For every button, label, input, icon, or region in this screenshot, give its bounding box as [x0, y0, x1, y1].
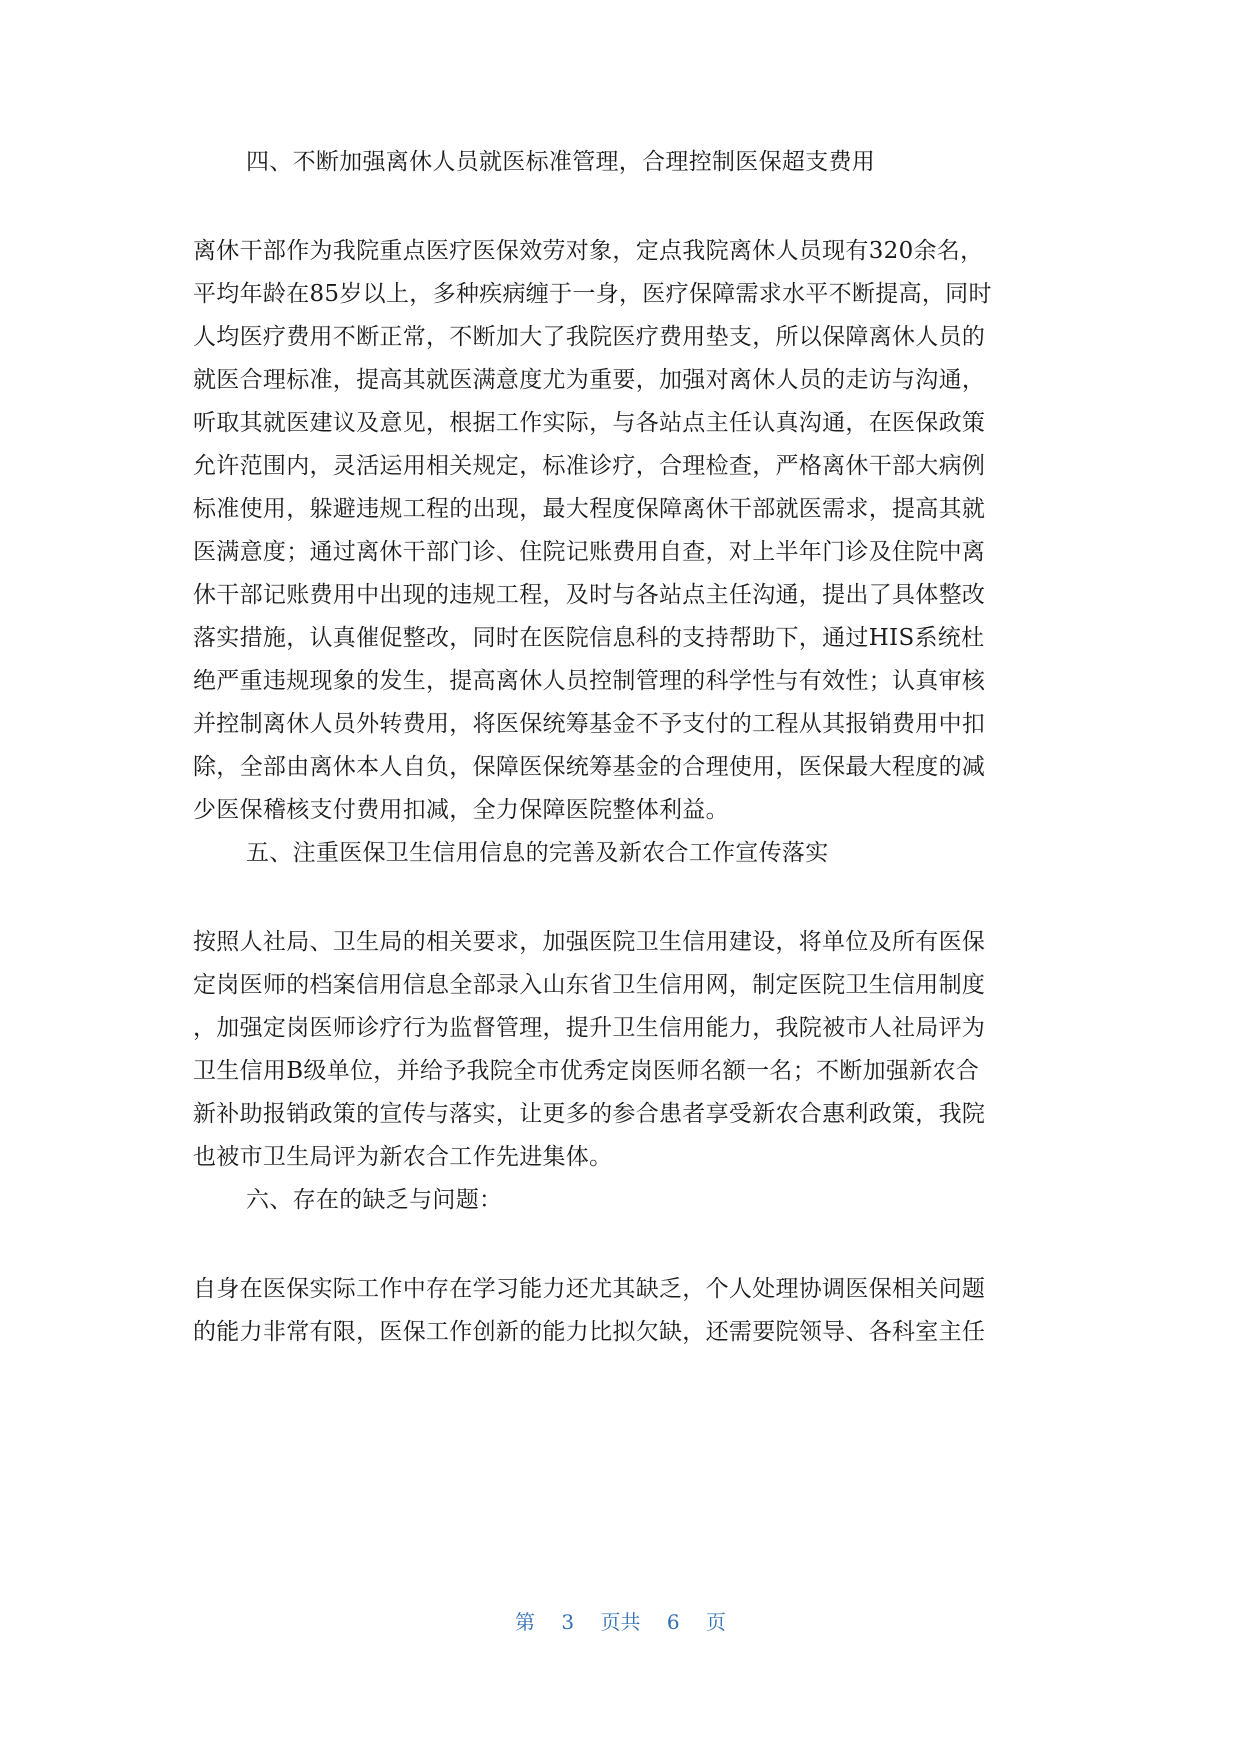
page-number [0, 1609, 1241, 1635]
paragraph-line: 平均年龄在85岁以上，多种疾病缠于一身，医疗保障需求水平不断提高，同时 [193, 281, 992, 307]
page-label-ye-gong: 页共 [600, 1610, 641, 1634]
paragraph-line: 绝严重违规现象的发生，提高离休人员控制管理的科学性与有效性；认真审核 [193, 668, 986, 694]
paragraph-line: 卫生信用B级单位，并给予我院全市优秀定岗医师名额一名；不断加强新农合 [193, 1058, 980, 1084]
paragraph-line: 的能力非常有限，医保工作创新的能力比拟欠缺，还需要院领导、各科室主任 [193, 1319, 986, 1345]
paragraph-line: 标准使用，躲避违规工程的出现，最大程度保障离休干部就医需求，提高其就 [193, 496, 986, 522]
paragraph-line: 落实措施，认真催促整改，同时在医院信息科的支持帮助下，通过HIS系统杜 [193, 625, 985, 651]
section-heading: 六、存在的缺乏与问题： [246, 1187, 503, 1213]
paragraph-line: 自身在医保实际工作中存在学习能力还尤其缺乏，个人处理协调医保相关问题 [193, 1276, 986, 1302]
paragraph-line: 允许范围内，灵活运用相关规定，标准诊疗，合理检查，严格离休干部大病例 [193, 453, 986, 479]
paragraph-line: 定岗医师的档案信用信息全部录入山东省卫生信用网，制定医院卫生信用制度 [193, 972, 986, 998]
paragraph-line: 按照人社局、卫生局的相关要求，加强医院卫生信用建设，将单位及所有医保 [193, 929, 986, 955]
total-pages: 6 [666, 1610, 680, 1634]
page-label-ye: 页 [705, 1610, 726, 1634]
paragraph-line: ，加强定岗医师诊疗行为监督管理，提升卫生信用能力，我院被市人社局评为 [193, 1015, 986, 1041]
paragraph-line: 除，全部由离休本人自负，保障医保统筹基金的合理使用，医保最大程度的减 [193, 754, 986, 780]
paragraph-line: 少医保稽核支付费用扣减，全力保障医院整体利益。 [193, 797, 729, 823]
current-page: 3 [561, 1610, 575, 1634]
paragraph-line: 就医合理标准，提高其就医满意度尤为重要，加强对离休人员的走访与沟通， [193, 367, 986, 393]
paragraph-line: 离休干部作为我院重点医疗医保效劳对象，定点我院离休人员现有320余名， [193, 238, 984, 264]
paragraph-line: 听取其就医建议及意见，根据工作实际，与各站点主任认真沟通，在医保政策 [193, 410, 986, 436]
paragraph-line: 人均医疗费用不断正常，不断加大了我院医疗费用垫支，所以保障离休人员的 [193, 324, 986, 350]
section-heading: 四、不断加强离休人员就医标准管理，合理控制医保超支费用 [246, 149, 876, 175]
paragraph-line: 也被市卫生局评为新农合工作先进集体。 [193, 1144, 613, 1170]
paragraph-line: 并控制离休人员外转费用，将医保统筹基金不予支付的工程从其报销费用中扣 [193, 711, 986, 737]
paragraph-line: 休干部记账费用中出现的违规工程，及时与各站点主任沟通，提出了具体整改 [193, 582, 986, 608]
paragraph-line: 医满意度；通过离休干部门诊、住院记账费用自查，对上半年门诊及住院中离 [193, 539, 986, 565]
page-label-di: 第 [515, 1610, 536, 1634]
paragraph-line: 新补助报销政策的宣传与落实，让更多的参合患者享受新农合惠利政策，我院 [193, 1101, 986, 1127]
section-heading: 五、注重医保卫生信用信息的完善及新农合工作宣传落实 [246, 840, 829, 866]
